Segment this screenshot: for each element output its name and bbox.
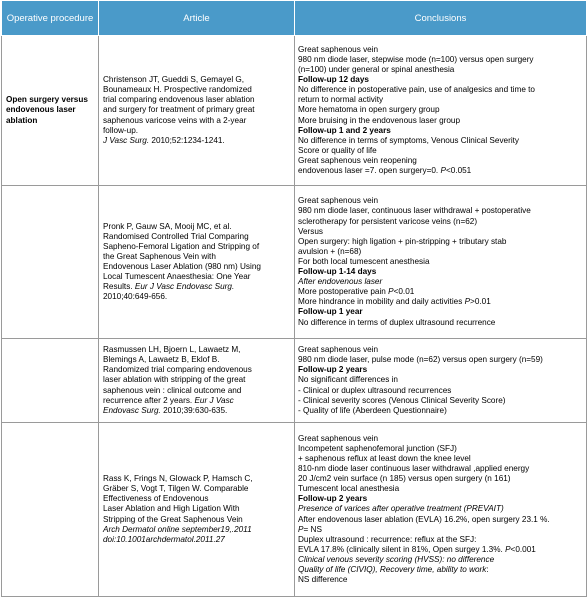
article-cell: Rass K, Frings N, Glowack P, Hamsch C, Gräber S, Vogt T, Tilgen W. Comparable Effectiveness of Endovenous Laser Ablation and High Ligation With Stripping of the Great Saphenous Vein Arch Dermatol online september19,.2011 doi:10.1001archdermatol.2011.27 (99, 423, 295, 597)
article-cell: Rasmussen LH, Bjoern L, Lawaetz M, Blemings A, Lawaetz B, Eklof B. Randomized trial comparing endovenous laser ablation with stripping of the great saphenous vein : clinical outcome and recurrence after 2 years. Eur J Vasc Endovasc Surg. 2010;39:630-635. (99, 339, 295, 423)
procedure-cell: Open surgery versus endovenous laser ablation (2, 36, 99, 186)
table-row (2, 339, 587, 423)
table-row (2, 423, 587, 597)
journal: Eur J Vasc Endovasc Surg. (134, 282, 235, 292)
article-cell: Christenson JT, Gueddi S, Gemayel G, Bounameaux H. Prospective randomized trial comparing endovenous laser ablation and surgery for treatment of primary great saphenous varicose veins with a 2-year follow-up. J Vasc Surg. 2010;52:1234-1241. (99, 36, 295, 186)
comparison-table (1, 0, 587, 597)
article-cell: Pronk P, Gauw SA, Mooij MC, et al. Randomised Controlled Trial Comparing Sapheno-Femoral Ligation and Stripping of the Great Saphenous Vein with Endovenous Laser Ablation (980 nm) Using Local Tumescent Anaesthesia: One Year Results. Eur J Vasc Endovasc Surg. 2010;40:649-656. (99, 186, 295, 339)
header-conclusions: Conclusions (295, 1, 587, 36)
table-row (2, 36, 587, 186)
procedure-cell (2, 423, 99, 597)
conclusions-cell: Great saphenous vein 980 nm diode laser, continuous laser withdrawal + postoperative sclerotherapy for persistent varicose veins (n=62) Versus Open surgery: high ligation + pin-stripping + tributary stab avulsion + (n=68) For both local tumescent anesthesia Follow-up 1-14 days After endovenous laser More postoperative pain P<0.01 More hindrance in mobility and daily activities P>0.01 Follow-up 1 year No difference in terms of duplex ultrasound recurrence (295, 186, 587, 339)
procedure-cell (2, 339, 99, 423)
header-article: Article (99, 1, 295, 36)
header-procedure: Operative procedure (2, 1, 99, 36)
conclusions-cell: Great saphenous vein 980 nm diode laser, stepwise mode (n=100) versus open surgery (n=100) under general or spinal anesthesia Follow-up 12 days No difference in postoperative pain, use of analgesics and time to return to normal activity More hematoma in open surgery group More bruising in the endovenous laser group Follow-up 1 and 2 years No difference in terms of symptoms, Venous Clinical Severity Score or quality of life Great saphenous vein reopening endovenous laser =7. open surgery=0. P<0.051 (295, 36, 587, 186)
journal: Arch Dermatol online september19,.2011 (103, 524, 252, 534)
table-row (2, 186, 587, 339)
conclusions-cell: Great saphenous vein 980 nm diode laser, pulse mode (n=62) versus open surgery (n=59) Follow-up 2 years No significant differences in - Clinical or duplex ultrasound recurrences - Clinical severity scores (Venous Clinical Severity Score) - Quality of life (Aberdeen Questionnaire) (295, 339, 587, 423)
journal: J Vasc Surg. (103, 135, 150, 145)
header-row (2, 1, 587, 36)
journal: Eur J Vasc (194, 395, 234, 405)
procedure-cell (2, 186, 99, 339)
conclusions-cell: Great saphenous vein Incompetent saphenofemoral junction (SFJ) + saphenous reflux at least down the knee level 810-nm diode laser continuous laser withdrawal ,applied energy 20 J/cm2 vein surface (n 185) versus open surgery (n 161) Tumescent local anesthesia Follow-up 2 years Presence of varices after operative treatment (PREVAIT) After endovenous laser ablation (EVLA) 16.2%, open surgery 23.1 %. P= NS Duplex ultrasound : recurrence: reflux at the SFJ: EVLA 17.8% (clinically silent in 81%, Open surgey 1.3%. P<0.001 Clinical venous severity scoring (HVSS): no difference Quality of life (CIVIQ), Recovery time, ability to work: NS difference (295, 423, 587, 597)
